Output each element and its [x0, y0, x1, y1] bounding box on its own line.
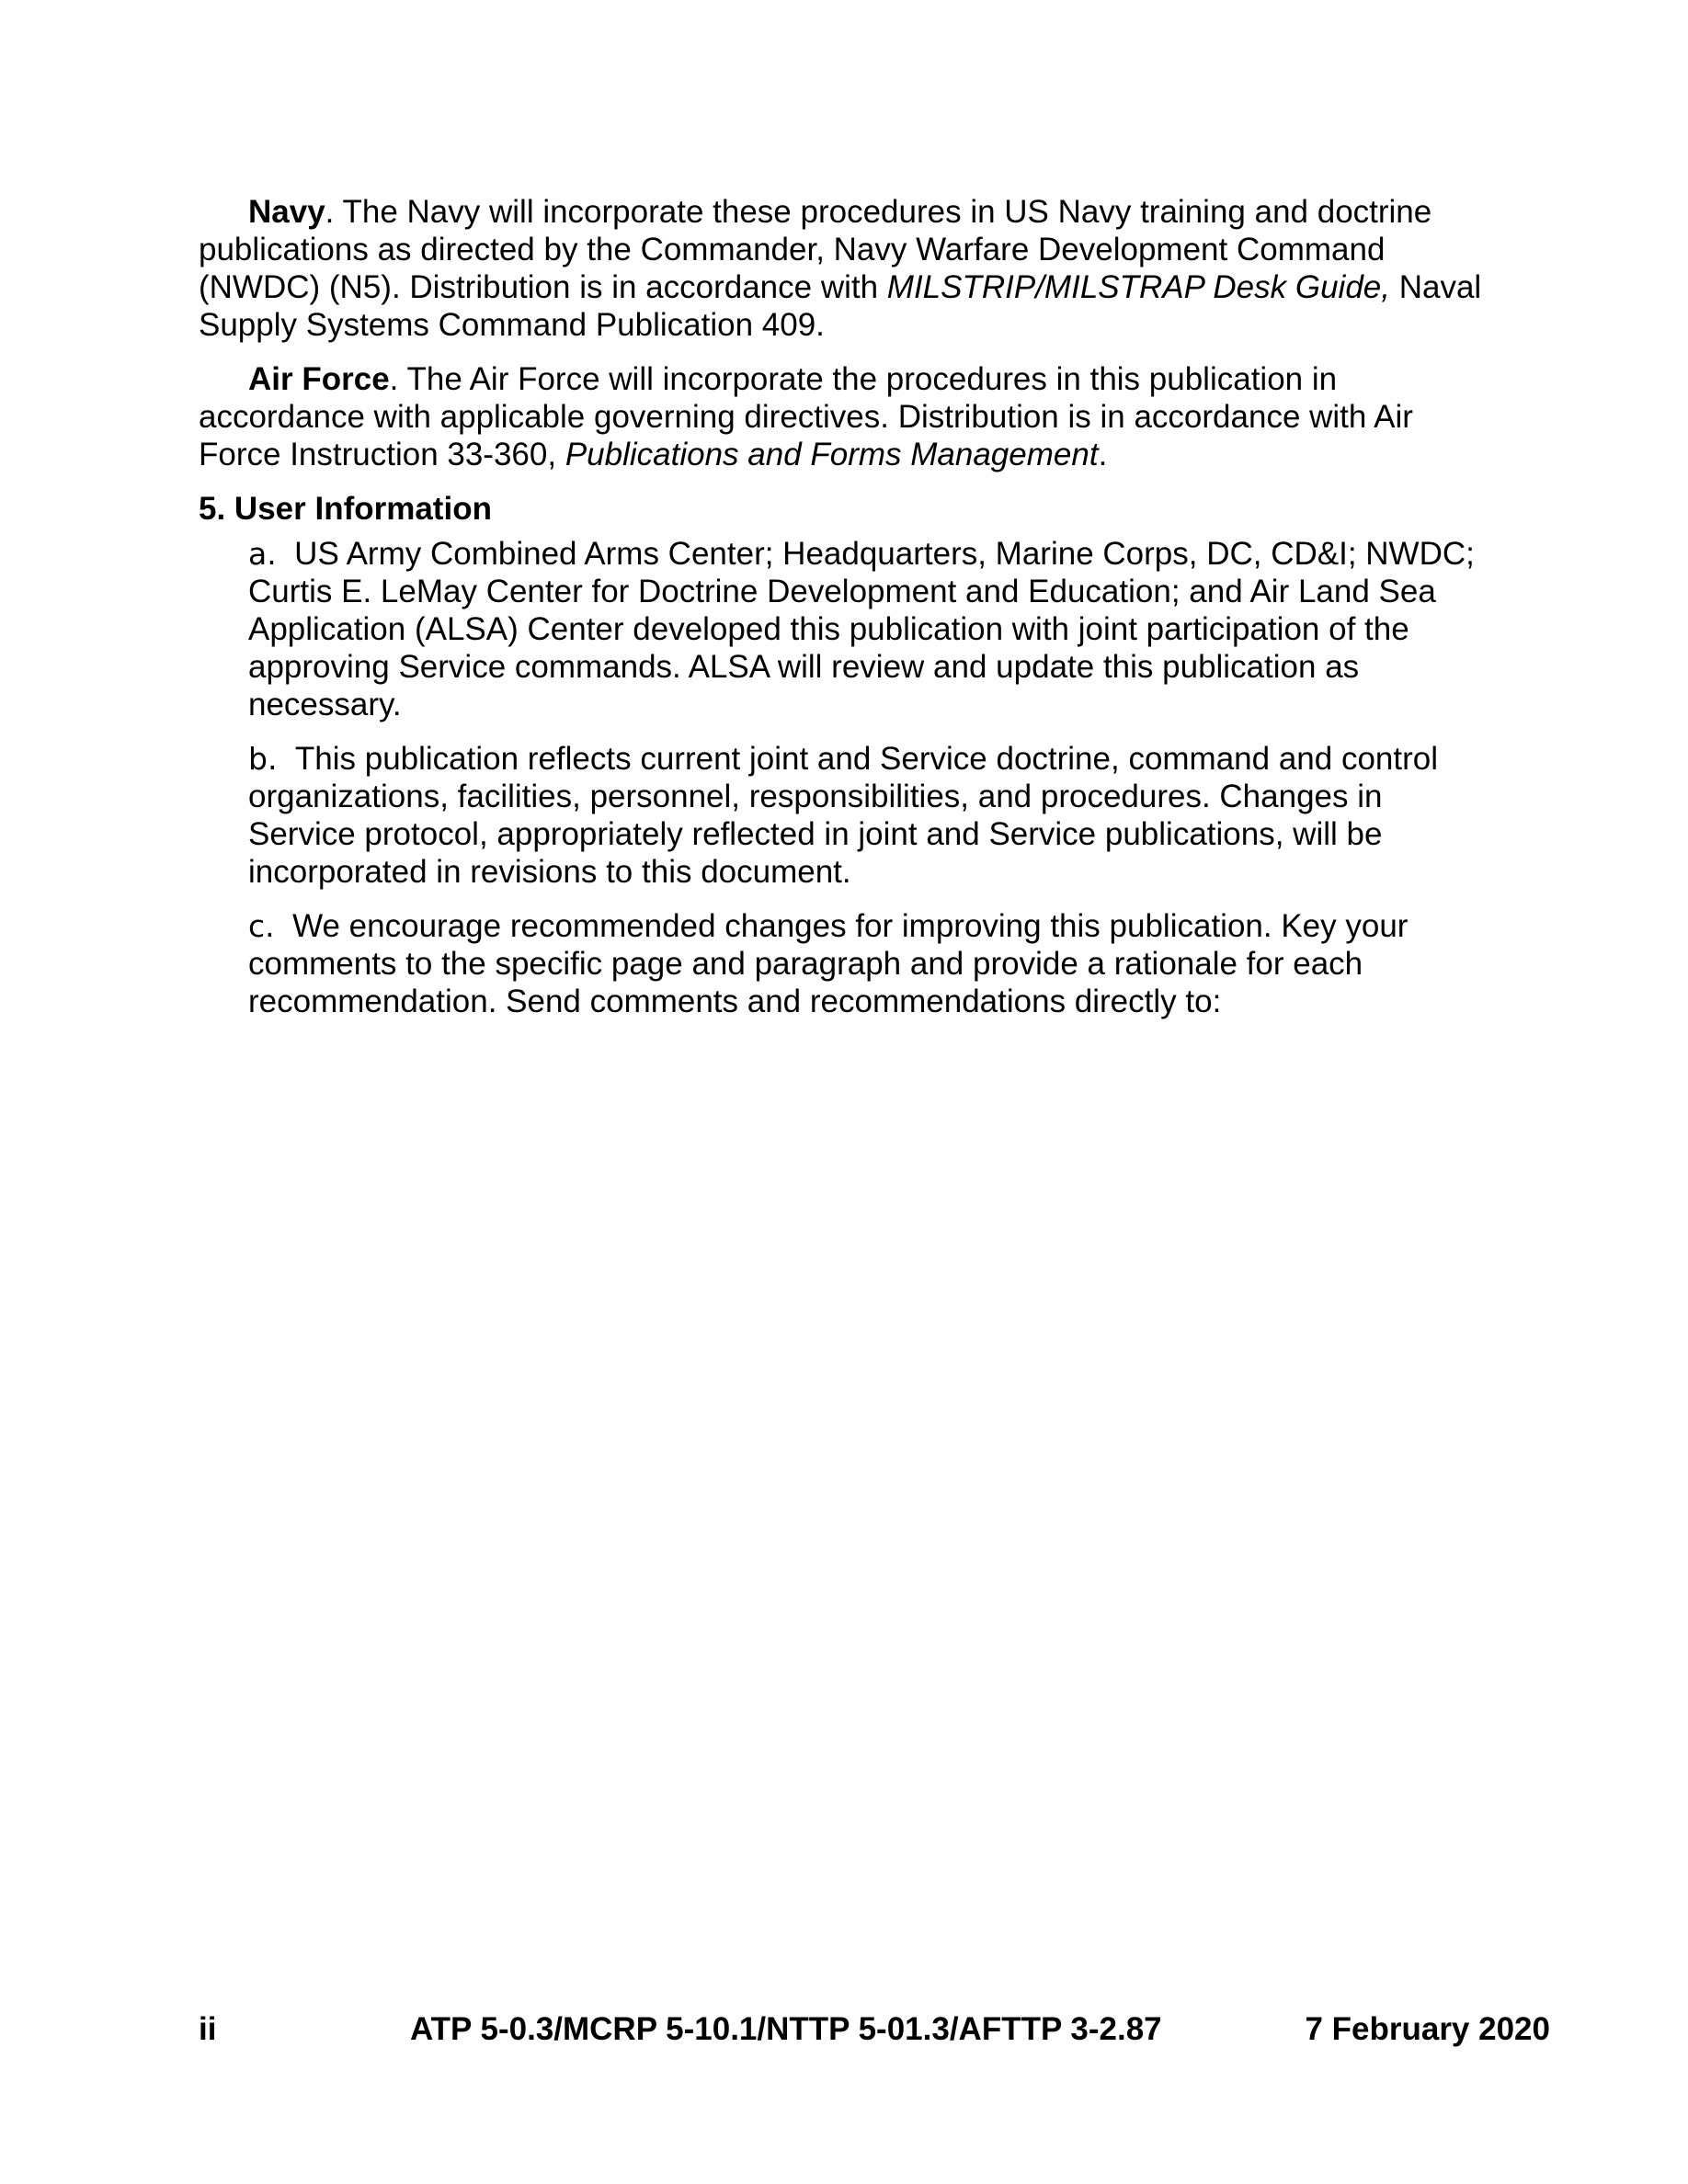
- page-footer: [199, 2009, 1550, 2050]
- navy-lead: Navy: [248, 194, 325, 230]
- list-item-letter: c.: [248, 908, 275, 944]
- footer-publication-id: ATP 5-0.3/MCRP 5-10.1/NTTP 5-01.3/AFTTP 3-2.87: [410, 2011, 1162, 2047]
- list-item-text: This publication reflects current joint and Service doctrine, command and control organizations, facilities, personnel, responsibilities, and procedures. Changes in Service protocol, appropriately reflected in joint and Service publications, will be incorporated in revisions to this document.: [248, 741, 1439, 890]
- list-item-b: [248, 740, 1486, 891]
- footer-date: 7 February 2020: [1305, 2011, 1550, 2047]
- body-text: [199, 193, 1486, 1037]
- air-force-lead: Air Force: [248, 361, 390, 397]
- list-item-text: We encourage recommended changes for improving this publication. Key your comments to the specific page and paragraph and provide a rationale for each recommendation. Send comments and recommendations directly to:: [248, 908, 1409, 1019]
- section-heading: 5. User Information: [199, 491, 492, 527]
- list-item-letter: b.: [248, 741, 278, 777]
- navy-paragraph: [199, 193, 1486, 344]
- list-item-c: [248, 907, 1486, 1020]
- navy-italic-title: MILSTRIP/MILSTRAP Desk Guide,: [886, 269, 1390, 305]
- list-item-letter: a.: [248, 536, 277, 572]
- air-force-paragraph: [199, 360, 1486, 473]
- list-item-text: US Army Combined Arms Center; Headquarters, Marine Corps, DC, CD&I; NWDC; Curtis E. LeMay Center for Doctrine Development and Education; and Air Land Sea Application (ALSA) Center developed this publication with joint participation of the approving Service commands. ALSA will review and update this publication as necessary.: [248, 536, 1475, 722]
- air-force-text-2: .: [1098, 437, 1108, 472]
- list-item-a: [248, 535, 1486, 723]
- navy-text-1: . The Navy will incorporate these procedures in US Navy training and doctrine publications as directed by the Commander, Navy Warfare Development Command (NWDC) (N5). Distribution is in accordance with: [199, 194, 1432, 305]
- air-force-text-1: . The Air Force will incorporate the procedures in this publication in accordance with applicable governing directives. Distribution is in accordance with Air Force Instruction 33-360,: [199, 361, 1413, 472]
- footer-page-number: ii: [199, 2011, 217, 2047]
- navy-text-2: Naval Supply Systems Command Publication 409.: [199, 269, 1482, 343]
- air-force-italic-title: Publications and Forms Management: [565, 437, 1099, 472]
